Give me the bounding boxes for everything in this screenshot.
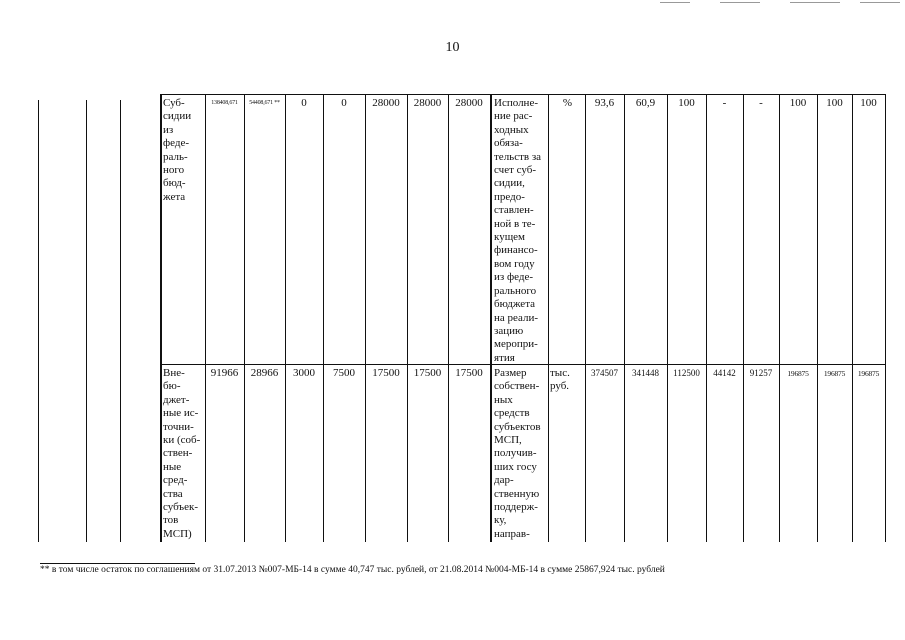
table-col-border: [490, 94, 492, 542]
budget-value-cell: 91966: [210, 367, 239, 379]
table-col-border: [585, 94, 586, 542]
target-value-cell: -: [759, 97, 763, 109]
footnote: ** в том числе остаток по соглашениям от 31.07.2013 №007-МБ-14 в сумме 40,747 тыс. рублей, от 21.08.2014 №004-МБ-14 в сумме 25867,924 тыс. рублей: [40, 565, 665, 575]
budget-value-cell: 17500: [455, 367, 483, 379]
target-value-cell: 44142: [713, 368, 736, 378]
target-value-cell: 374507: [591, 368, 618, 378]
target-value-cell: 100: [826, 97, 843, 109]
budget-value-cell: 17500: [413, 367, 442, 379]
table-col-border: [852, 94, 853, 542]
table-top-border: [160, 94, 885, 95]
table-col-border: [160, 94, 162, 542]
target-value-cell: 196875: [823, 369, 846, 378]
target-value-cell: 91257: [749, 368, 773, 378]
scan-artifact: [790, 2, 840, 3]
target-value-cell: -: [722, 97, 727, 109]
table-col-border: [706, 94, 707, 542]
budget-value-cell: 28000: [372, 97, 400, 109]
target-value-cell: 100: [860, 97, 877, 109]
table-col-border: [624, 94, 625, 542]
funding-source-cell: Вне- бю- джет- ные ис- точни- ки (соб- ствен- ные сред- ства субъек- тов МСП): [163, 367, 201, 540]
table-col-border: [743, 94, 744, 542]
target-value-cell: 60,9: [635, 97, 656, 109]
target-value-cell: 112500: [673, 368, 700, 378]
table-col-border: [885, 94, 886, 542]
page-number: 10: [445, 40, 460, 55]
indicator-cell: Размер собствен- ных средств субъектов МСП, получив- ших госу дар- ственную поддерж- ку, направ-: [494, 367, 541, 540]
table-col-border: [285, 94, 286, 542]
budget-value-cell: 0: [341, 97, 347, 109]
unit-cell: тыс. руб.: [550, 367, 570, 393]
budget-value-cell: 7500: [333, 367, 355, 379]
target-value-cell: 196875: [857, 369, 880, 378]
table-col-border: [407, 94, 408, 542]
table-col-border: [205, 94, 206, 542]
budget-value-cell: 28966: [250, 367, 279, 379]
scan-artifact: [720, 2, 760, 3]
target-value-cell: 100: [789, 97, 807, 109]
budget-value-cell: 28000: [455, 97, 483, 109]
budget-value-cell: 3000: [293, 367, 315, 379]
table-col-border: [548, 94, 549, 542]
table-col-border: [120, 100, 121, 542]
budget-value-cell: 28000: [413, 97, 442, 109]
budget-value-cell: 138408,671: [211, 100, 238, 106]
unit-cell: %: [562, 97, 573, 109]
table-col-border: [244, 94, 245, 542]
table-col-border: [86, 100, 87, 542]
budget-value-cell: 17500: [372, 367, 400, 379]
target-value-cell: 341448: [632, 368, 659, 378]
table-col-border: [323, 94, 324, 542]
scan-artifact: [860, 2, 900, 3]
table-col-border: [779, 94, 780, 542]
scan-artifact: [660, 2, 690, 3]
target-value-cell: 196875: [787, 369, 809, 378]
target-value-cell: 100: [678, 97, 695, 109]
budget-value-cell: 0: [301, 97, 307, 109]
table-col-border: [817, 94, 818, 542]
funding-source-cell: Суб- сидии из феде- раль- ного бюд- жета: [163, 97, 192, 203]
footnote-separator: [40, 563, 195, 564]
target-value-cell: 93,6: [594, 97, 615, 109]
table-col-border: [365, 94, 366, 542]
indicator-cell: Исполне- ние рас- ходных обяза- тельств за счет суб- сидии, предо- ставлен- ной в те- кущем финансо- вом году из феде- рального бюджета на реали- зацию меропри- ятия: [494, 97, 542, 364]
table-col-border: [38, 100, 39, 542]
budget-value-cell: 54408,671 **: [249, 100, 280, 106]
table-col-border: [448, 94, 449, 542]
table-col-border: [667, 94, 668, 542]
